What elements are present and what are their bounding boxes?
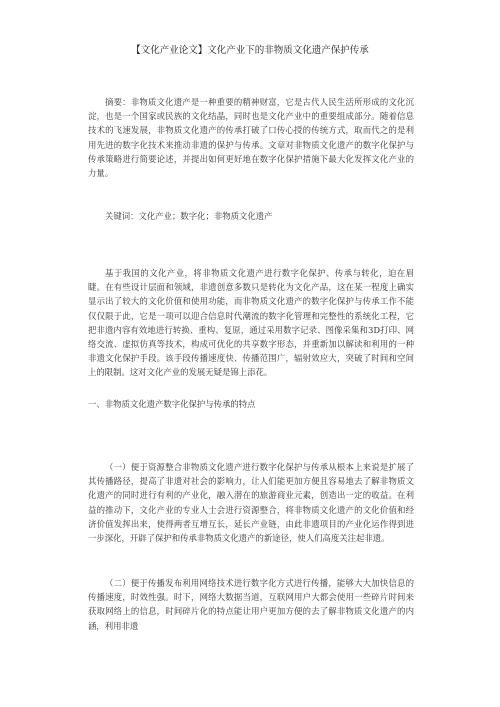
document-title: 【文化产业论文】文化产业下的非物质文化遗产保护传承 (131, 45, 369, 56)
intro-paragraph: 基于我国的文化产业，将非物质文化遗产进行数字化保护、传承与转化，迫在眉睫。在有些设计层面和领域，非遗创意多数只是转化为文化产品，这在某一程度上确实显示出了较大的文化价值和使用功能，而非物质文化遗产的数字化保护与传承工作不能仅仅限于此，它是一项可以迎合信息时代潮流的数字化管理和完整性的系统化工程，它把非遗内容有效地进行转换、重构、复原，通过采用数字记录、图像采集和3D打印、网络交流、虚拟仿真等技术，构成可优化的共享数字形态，并重新加以解读和利用的一种非遗文化保护手段。该手段传播速度快、传播范围广，辐射效应大，突破了时间和空间上的限制。这对文化产业的发展无疑是锦上添花。 (88, 268, 414, 378)
subsection-paragraph-2: （二）便于传播发布利用网络技术进行数字化方式进行传播，能够大大加快信息的传播速度，时效性强。时下，网络大数据当道，互联网用户大都会使用一些碎片时间来获取网络上的信息，时间碎片化的特点能让用户更加方便的去了解非物质文化遗产的内涵，利用非遗 (88, 578, 414, 631)
subsection-paragraph-1: （一）便于资源整合非物质文化遗产进行数字化保护与传承从根本上来说是扩展了其传播路径，提高了非遗对社会的影响力，让人们能更加方便且容易地去了解非物质文化遗产的同时进行有利的产业化，融入潜在的旅游商业元素，创造出一定的收益。在利益的推动下，文化产业的专业人士会进行资源整合，将非物质文化遗产的文化价值和经济价值发挥出来，使得两者互增互长，延长产业链，由此非遗项目的产业化运作得到进一步深化，开辟了保护和传承非物质文化遗产的新途径，使人们高度关注起非遗。 (88, 462, 414, 544)
section-heading: 一、非物质文化遗产数字化保护与传承的特点 (88, 399, 256, 409)
keywords-line: 关键词：文化产业；数字化；非物质文化遗产 (105, 211, 273, 221)
abstract-paragraph: 摘要：非物质文化遗产是一种重要的精神财富，它是古代人民生活所形成的文化沉淀，也是一个国家或民族的文化结晶，同时也是文化产业中的重要组成部分。随着信息技术的飞速发展，非物质文化遗产的传承打破了口传心授的传统方式，取而代之的是利用先进的数字化技术来推动非遗的保护与传承。文章对非物质文化遗产的数字化保护与传承策略进行简要论述，并提出如何更好地在数字化保护措施下最大化发挥文化产业的力量。 (88, 97, 414, 179)
